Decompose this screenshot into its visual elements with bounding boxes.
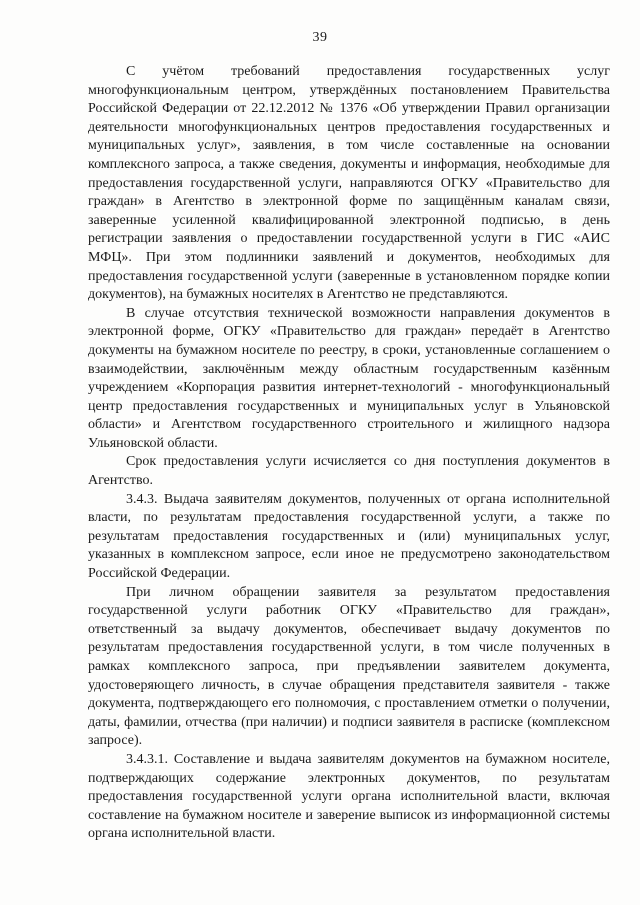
paragraph-personal-request: При личном обращении заявителя за результатом предоставления государственной услуги работник ОГКУ «Правительство для граждан», ответственный за выдачу документов, обеспечивает выдачу документов по результатам предоставления государственной услуги, в том числе полученных в рамках комплексного запроса, при предъявлении заявителем документа, удостоверяющего личность, в случае обращения представителя заявителя - также документа, подтверждающего его полномочия, с проставлением отметки о получении, даты, фамилии, отчества (при наличии) и подписи заявителя в расписке (комплексном запросе). [88, 584, 610, 749]
paragraph-mfc-requirements: С учётом требований предоставления государственных услуг многофункциональным центром, утверждённых постановлением Правительства Российской Федерации от 22.12.2012 № 1376 «Об утверждении Правил организации деятельности многофункциональных центров предоставления государственных и муниципальных услуг», заявления, в том числе составленные на основании комплексного запроса, а также сведения, документы и информация, необходимые для предоставления государственной услуги, направляются ОГКУ «Правительство для граждан» в Агентство в электронной форме по защищённым каналам связи, заверенные усиленной квалифицированной электронной подписью, в день регистрации заявления о предоставлении государственной услуги в ГИС «АИС МФЦ». При этом подлинники заявлений и документов, необходимых для предоставления государственной услуги (заверенные в установленном порядке копии документов), на бумажных носителях в Агентство не представляются. [88, 64, 610, 303]
page-number: 39 [312, 30, 328, 45]
document-body [88, 63, 610, 844]
paragraph-section-3-4-3: 3.4.3. Выдача заявителям документов, полученных от органа исполнительной власти, по результатам предоставления государственной услуги, а также по результатам предоставления государственных и (или) муниципальных услуг, указанных в комплексном запросе, если иное не предусмотрено законодательством Российской Федерации. [88, 491, 610, 582]
paragraph-paper-transfer: В случае отсутствия технической возможности направления документов в электронной форме, ОГКУ «Правительство для граждан» передаёт в Агентство документы на бумажном носителе по реестру, в сроки, установленные соглашением о взаимодействии, заключённым между областным государственным казённым учреждением «Корпорация развития интернет-технологий - многофункциональный центр предоставления государственных и муниципальных услуг в Ульяновской области» и Агентством государственного строительного и жилищного надзора Ульяновской области. [88, 305, 610, 451]
paragraph-service-term: Срок предоставления услуги исчисляется со дня поступления документов в Агентство. [88, 454, 610, 489]
paragraph-section-3-4-3-1: 3.4.3.1. Составление и выдача заявителям документов на бумажном носителе, подтверждающих содержание электронных документов, по результатам предоставления государственной услуги органа исполнительной власти, включая составление на бумажном носителе и заверение выписок из информационной системы органа исполнительной власти. [88, 751, 610, 842]
